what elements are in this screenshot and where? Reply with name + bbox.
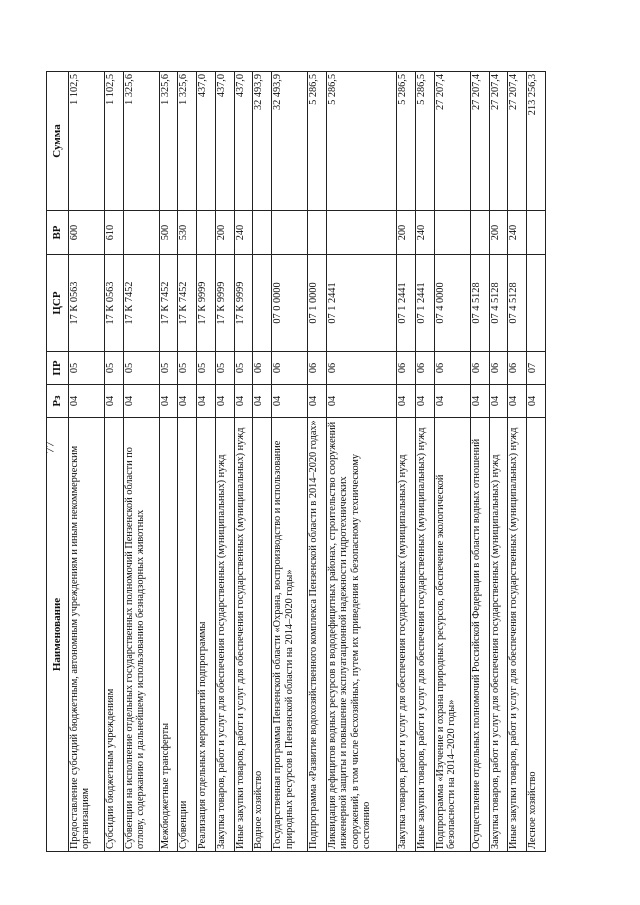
cell-pr: 06 bbox=[326, 352, 396, 385]
cell-csr: 07 0 0000 bbox=[272, 255, 308, 352]
cell-name: Подпрограмма «Развитие водохозяйственного комплекса Пензенской области в 2014–2020 годах» bbox=[308, 418, 327, 852]
cell-rz: 04 bbox=[159, 385, 178, 418]
cell-rz: 04 bbox=[434, 385, 470, 418]
cell-rz: 04 bbox=[234, 385, 253, 418]
cell-pr: 06 bbox=[470, 352, 489, 385]
cell-sum: 5 286,5 bbox=[326, 72, 396, 211]
table-row bbox=[159, 72, 178, 852]
cell-csr: 17 К 7452 bbox=[123, 255, 159, 352]
table-row bbox=[326, 72, 396, 852]
cell-name: Реализация отдельных мероприятий подпрограммы bbox=[197, 418, 216, 852]
cell-csr: 17 К 9999 bbox=[197, 255, 216, 352]
cell-pr: 06 bbox=[489, 352, 508, 385]
table-row bbox=[234, 72, 253, 852]
cell-pr: 07 bbox=[527, 352, 546, 385]
cell-vr: 240 bbox=[234, 211, 253, 255]
cell-name: Закупка товаров, работ и услуг для обеспечения государственных (муниципальных) нужд bbox=[215, 418, 234, 852]
cell-sum: 437,0 bbox=[197, 72, 216, 211]
page-number: 77 bbox=[42, 441, 57, 454]
cell-vr: 600 bbox=[69, 211, 105, 255]
cell-rz: 04 bbox=[69, 385, 105, 418]
cell-csr: 07 4 5128 bbox=[508, 255, 527, 352]
cell-rz: 04 bbox=[123, 385, 159, 418]
cell-rz: 04 bbox=[308, 385, 327, 418]
cell-sum: 1 325,6 bbox=[178, 72, 197, 211]
header-rz: Рз bbox=[47, 385, 69, 418]
cell-csr: 07 4 5128 bbox=[470, 255, 489, 352]
table-row bbox=[215, 72, 234, 852]
cell-vr: 200 bbox=[397, 211, 416, 255]
cell-csr: 07 4 5128 bbox=[489, 255, 508, 352]
table-row bbox=[308, 72, 327, 852]
cell-csr: 17 К 7452 bbox=[159, 255, 178, 352]
cell-name: Предоставление субсидий бюджетным, автономным учреждениям и иным некоммерческим организациям bbox=[69, 418, 105, 852]
cell-sum: 1 102,5 bbox=[104, 72, 123, 211]
cell-csr: 07 4 0000 bbox=[434, 255, 470, 352]
cell-sum: 27 207,4 bbox=[508, 72, 527, 211]
cell-rz: 04 bbox=[470, 385, 489, 418]
cell-name: Иные закупки товаров, работ и услуг для обеспечения государственных (муниципальных) нужд bbox=[508, 418, 527, 852]
cell-pr: 05 bbox=[234, 352, 253, 385]
header-vr: ВР bbox=[47, 211, 69, 255]
cell-name: Иные закупки товаров, работ и услуг для обеспечения государственных (муниципальных) нужд bbox=[234, 418, 253, 852]
cell-rz: 04 bbox=[508, 385, 527, 418]
cell-name: Закупка товаров, работ и услуг для обеспечения государственных (муниципальных) нужд bbox=[397, 418, 416, 852]
cell-csr bbox=[253, 255, 272, 352]
cell-pr: 05 bbox=[159, 352, 178, 385]
cell-sum: 5 286,5 bbox=[308, 72, 327, 211]
table-row bbox=[527, 72, 546, 852]
table-row bbox=[197, 72, 216, 852]
cell-pr: 06 bbox=[508, 352, 527, 385]
cell-sum: 32 493,9 bbox=[253, 72, 272, 211]
cell-vr: 240 bbox=[416, 211, 435, 255]
header-pr: ПР bbox=[47, 352, 69, 385]
cell-vr bbox=[197, 211, 216, 255]
table-header-row bbox=[47, 72, 69, 852]
cell-name: Иные закупки товаров, работ и услуг для обеспечения государственных (муниципальных) нужд bbox=[416, 418, 435, 852]
cell-name: Закупка товаров, работ и услуг для обеспечения государственных (муниципальных) нужд bbox=[489, 418, 508, 852]
rotated-table-container bbox=[46, 72, 546, 852]
cell-name: Субсидии бюджетным учреждениям bbox=[104, 418, 123, 852]
cell-csr: 07 1 2441 bbox=[326, 255, 396, 352]
cell-csr: 07 1 2441 bbox=[397, 255, 416, 352]
cell-pr: 06 bbox=[416, 352, 435, 385]
cell-sum: 213 256,3 bbox=[527, 72, 546, 211]
cell-csr: 07 1 0000 bbox=[308, 255, 327, 352]
cell-rz: 04 bbox=[416, 385, 435, 418]
cell-name: Лесное хозяйство bbox=[527, 418, 546, 852]
table-row bbox=[272, 72, 308, 852]
cell-name: Осуществление отдельных полномочий Российской Федерации в области водных отношений bbox=[470, 418, 489, 852]
cell-sum: 5 286,5 bbox=[397, 72, 416, 211]
table-row bbox=[508, 72, 527, 852]
cell-csr: 17 К 9999 bbox=[234, 255, 253, 352]
cell-pr: 06 bbox=[308, 352, 327, 385]
cell-vr: 200 bbox=[489, 211, 508, 255]
table-row bbox=[123, 72, 159, 852]
cell-pr: 05 bbox=[123, 352, 159, 385]
cell-pr: 05 bbox=[69, 352, 105, 385]
cell-sum: 1 325,6 bbox=[159, 72, 178, 211]
table-row bbox=[253, 72, 272, 852]
cell-rz: 04 bbox=[527, 385, 546, 418]
table-row bbox=[104, 72, 123, 852]
header-sum: Сумма bbox=[47, 72, 69, 211]
table-row bbox=[434, 72, 470, 852]
table-row bbox=[397, 72, 416, 852]
cell-sum: 32 493,9 bbox=[272, 72, 308, 211]
cell-sum: 437,0 bbox=[234, 72, 253, 211]
table-row bbox=[470, 72, 489, 852]
cell-name: Государственная программа Пензенской области «Охрана, воспроизводство и использование природных ресурсов в Пензенской области на 2014–2020 годы» bbox=[272, 418, 308, 852]
cell-name: Субвенции bbox=[178, 418, 197, 852]
cell-pr: 05 bbox=[215, 352, 234, 385]
cell-csr: 17 К 7452 bbox=[178, 255, 197, 352]
cell-rz: 04 bbox=[272, 385, 308, 418]
cell-pr: 05 bbox=[197, 352, 216, 385]
cell-pr: 05 bbox=[178, 352, 197, 385]
cell-rz: 04 bbox=[104, 385, 123, 418]
cell-vr: 200 bbox=[215, 211, 234, 255]
cell-vr bbox=[326, 211, 396, 255]
cell-name: Субвенции на исполнение отдельных государственных полномочий Пензенской области по отлову, содержанию и дальнейшему использованию безнадзорных животных bbox=[123, 418, 159, 852]
header-name: Наименование bbox=[47, 418, 69, 852]
header-csr: ЦСР bbox=[47, 255, 69, 352]
cell-sum: 27 207,4 bbox=[489, 72, 508, 211]
cell-csr bbox=[527, 255, 546, 352]
cell-vr bbox=[272, 211, 308, 255]
table-row bbox=[416, 72, 435, 852]
cell-name: Водное хозяйство bbox=[253, 418, 272, 852]
cell-vr: 240 bbox=[508, 211, 527, 255]
cell-pr: 06 bbox=[272, 352, 308, 385]
cell-pr: 06 bbox=[434, 352, 470, 385]
table-row bbox=[489, 72, 508, 852]
cell-sum: 1 325,6 bbox=[123, 72, 159, 211]
cell-vr bbox=[123, 211, 159, 255]
cell-rz: 04 bbox=[326, 385, 396, 418]
cell-rz: 04 bbox=[215, 385, 234, 418]
budget-table bbox=[46, 71, 546, 852]
cell-vr: 530 bbox=[178, 211, 197, 255]
cell-pr: 05 bbox=[104, 352, 123, 385]
cell-csr: 17 К 9999 bbox=[215, 255, 234, 352]
cell-csr: 17 К 0563 bbox=[104, 255, 123, 352]
cell-sum: 27 207,4 bbox=[434, 72, 470, 211]
cell-csr: 07 1 2441 bbox=[416, 255, 435, 352]
cell-rz: 04 bbox=[178, 385, 197, 418]
cell-rz: 04 bbox=[197, 385, 216, 418]
cell-rz: 04 bbox=[489, 385, 508, 418]
cell-pr: 06 bbox=[253, 352, 272, 385]
cell-vr bbox=[527, 211, 546, 255]
cell-rz: 04 bbox=[397, 385, 416, 418]
table-body bbox=[69, 72, 546, 852]
cell-vr bbox=[253, 211, 272, 255]
cell-vr bbox=[308, 211, 327, 255]
cell-name: Межбюджетные трансферты bbox=[159, 418, 178, 852]
cell-vr bbox=[434, 211, 470, 255]
cell-sum: 27 207,4 bbox=[470, 72, 489, 211]
cell-csr: 17 К 0563 bbox=[69, 255, 105, 352]
cell-pr: 06 bbox=[397, 352, 416, 385]
cell-sum: 437,0 bbox=[215, 72, 234, 211]
table-row bbox=[69, 72, 105, 852]
cell-vr: 500 bbox=[159, 211, 178, 255]
cell-sum: 1 102,5 bbox=[69, 72, 105, 211]
cell-name: Ликвидация дефицитов водных ресурсов в вододефицитных районах, строительство сооружений инженерной защиты и повышение эксплуатационной надежности гидротехнических сооружений, в том числе бесхозяйных, путем их приведения к безопасному техническому состоянию bbox=[326, 418, 396, 852]
cell-name: Подпрограмма «Изучение и охрана природных ресурсов, обеспечение экологической безопасности на 2014–2020 годы» bbox=[434, 418, 470, 852]
cell-vr bbox=[470, 211, 489, 255]
cell-sum: 5 286,5 bbox=[416, 72, 435, 211]
cell-rz: 04 bbox=[253, 385, 272, 418]
table-row bbox=[178, 72, 197, 852]
cell-vr: 610 bbox=[104, 211, 123, 255]
